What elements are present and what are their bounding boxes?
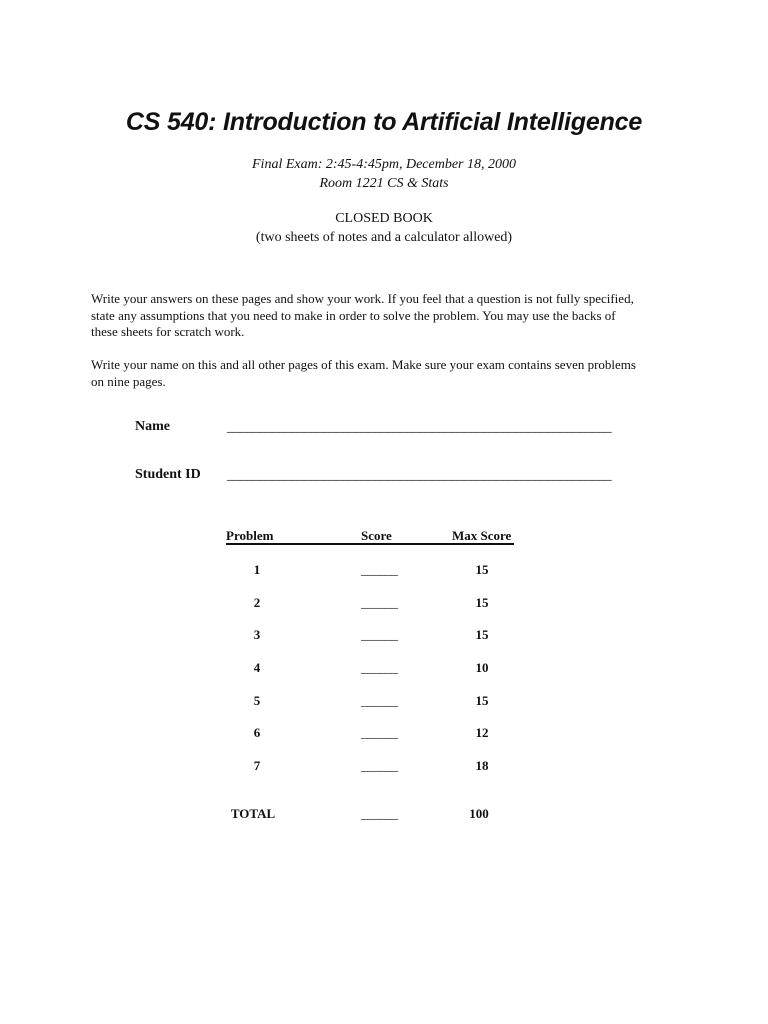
column-header-max-score: Max Score — [452, 528, 512, 543]
max-score-value: 15 — [475, 693, 489, 708]
page-title: CS 540: Introduction to Artificial Intelligence — [125, 108, 643, 136]
exam-time-line: Final Exam: 2:45-4:45pm, December 18, 2000 — [252, 157, 516, 172]
problem-number: 3 — [253, 627, 261, 642]
score-blank[interactable]: ______ — [361, 595, 398, 610]
instructions-line: Write your name on this and all other pages of this exam. Make sure your exam contains seven problems — [91, 357, 636, 372]
max-score-value: 15 — [475, 595, 489, 610]
max-score-value: 18 — [475, 758, 489, 773]
instructions-line: on nine pages. — [91, 373, 166, 389]
student-id-label: Student ID — [135, 467, 201, 482]
max-score-value: 15 — [475, 627, 489, 642]
problem-number: 5 — [253, 693, 261, 708]
student-id-field-line[interactable]: ____________________________________________________________ — [227, 468, 612, 483]
instructions-paragraph-2 — [91, 357, 691, 390]
column-header-problem: Problem — [226, 528, 274, 543]
table-header-rule — [226, 543, 514, 545]
instructions-line: state any assumptions that you need to make in order to solve the problem. You may use the backs of — [91, 307, 616, 323]
problem-number: 7 — [253, 758, 261, 773]
problem-number: 4 — [253, 660, 261, 675]
max-score-value: 10 — [475, 660, 489, 675]
problem-number: 1 — [253, 562, 261, 577]
score-blank[interactable]: ______ — [361, 758, 398, 773]
max-score-value: 15 — [475, 562, 489, 577]
column-header-score: Score — [361, 528, 392, 543]
closed-book-notice: CLOSED BOOK — [335, 211, 433, 226]
name-label: Name — [135, 419, 170, 434]
instructions-line: these sheets for scratch work. — [91, 324, 245, 339]
score-blank[interactable]: ______ — [361, 627, 398, 642]
total-max-value: 100 — [469, 806, 489, 821]
instructions-paragraph-1 — [91, 291, 691, 341]
name-field-line[interactable]: ____________________________________________________________ — [227, 420, 612, 435]
total-score-blank[interactable]: ______ — [361, 806, 398, 821]
max-score-value: 12 — [475, 725, 489, 740]
score-blank[interactable]: ______ — [361, 725, 398, 740]
total-label: TOTAL — [230, 806, 276, 821]
problem-number: 2 — [253, 595, 261, 610]
score-blank[interactable]: ______ — [361, 562, 398, 577]
score-blank[interactable]: ______ — [361, 660, 398, 675]
allowed-materials: (two sheets of notes and a calculator allowed) — [255, 230, 513, 245]
problem-number: 6 — [253, 725, 261, 740]
instructions-line: Write your answers on these pages and show your work. If you feel that a question is not fully specified, — [91, 291, 634, 306]
exam-room-line: Room 1221 CS & Stats — [319, 176, 449, 191]
score-blank[interactable]: ______ — [361, 693, 398, 708]
